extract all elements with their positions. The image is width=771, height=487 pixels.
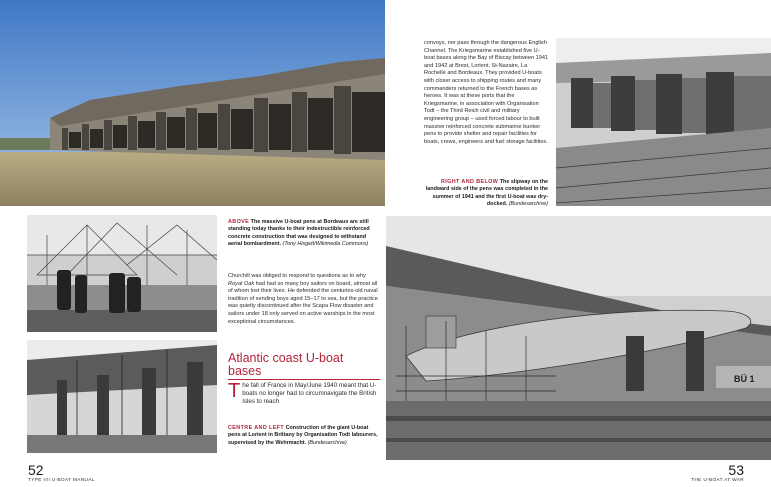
heading-rule (228, 379, 380, 380)
caption-text: The massive U-boat pens at Bordeaux are still standing today thanks to their indestructible reinforced concrete construction that was designed to withstand aerial bombardment. (228, 219, 370, 248)
running-footer-right: THE U-BOAT AT WAR (691, 478, 744, 483)
body-text-part: convoys, nor pass through the dangerous English Channel. The Kriegsmarine established five U-boat bases along the Bay of Biscay between 1941 and 1942 at Brest, Lorient, St-Nazaire, La Rochelle and Bordeaux. They provided U-boats with closer access to shipping routes and many commanders returned to the French bases as heroes. It was at these ports that the Kriegsmarine, in association with Organisation Todt – the Third Reich civil and military engineering group – used forced labour to built massive reinforced concrete submarine bunker pens to provide shelter and repair facilities for boats, crews, engineers and fuel storage facilities. (424, 40, 549, 145)
body-paragraph-churchill (228, 273, 378, 326)
running-footer-left: TYPE VII U-BOAT MANUAL (28, 478, 95, 483)
caption-tag: CENTRE AND LEFT (228, 425, 285, 431)
drop-cap: T (228, 380, 241, 402)
caption-text: Construction of the giant U-boat pens at Lorient in Brittany by Organisation Todt labourers, supervised by the Wehrmacht. (228, 425, 378, 446)
lorient-construction-photo-bottom (27, 340, 217, 453)
lorient-construction-photo-top (27, 215, 217, 332)
bordeaux-pens-photo (0, 0, 385, 206)
caption-text: The slipway on the landward side of the pens was completed in the summer of 1941 and the first U-boat was dry-docked. (425, 179, 548, 208)
page-number-left: 52 (28, 462, 44, 478)
caption-above (228, 219, 380, 249)
body-paragraph-bases (424, 40, 549, 146)
caption-centre-left (228, 425, 380, 447)
body-text-part: had had so many boy sailors on board, almost all of whom lost their lives. He defended the centuries-old naval tradition of sending boys aged 15–17 to sea, but the practice was quietly discontinued after the Scapa Flow disaster and sailors under 18 only served on active warships in the most exceptional circumstances. (228, 280, 378, 325)
caption-credit: (Bundesarchive) (307, 439, 347, 446)
body-text-italic: Royal Oak (228, 280, 255, 287)
photo-marking: BÜ 1 (734, 374, 755, 384)
caption-credit: (Bundesarchive) (508, 201, 548, 208)
uboat-drydock-photo (386, 216, 771, 460)
caption-credit: (Tony Hisgett/Wikimedia Commons) (282, 241, 369, 248)
body-text-part: Churchill was obliged to respond to questions as to why (228, 273, 366, 279)
body-paragraph-atlantic (228, 382, 378, 406)
page-number-right: 53 (728, 462, 744, 478)
slipway-photo-top (556, 38, 771, 206)
caption-right-below (418, 179, 548, 209)
caption-tag: RIGHT AND BELOW (440, 179, 499, 185)
section-heading: Atlantic coast U-boat bases (228, 351, 344, 378)
caption-tag: ABOVE (228, 219, 250, 225)
body-text-part: he fall of France in May/June 1940 meant that U-boats no longer had to circumnavigate the British Isles to reach (242, 382, 377, 405)
